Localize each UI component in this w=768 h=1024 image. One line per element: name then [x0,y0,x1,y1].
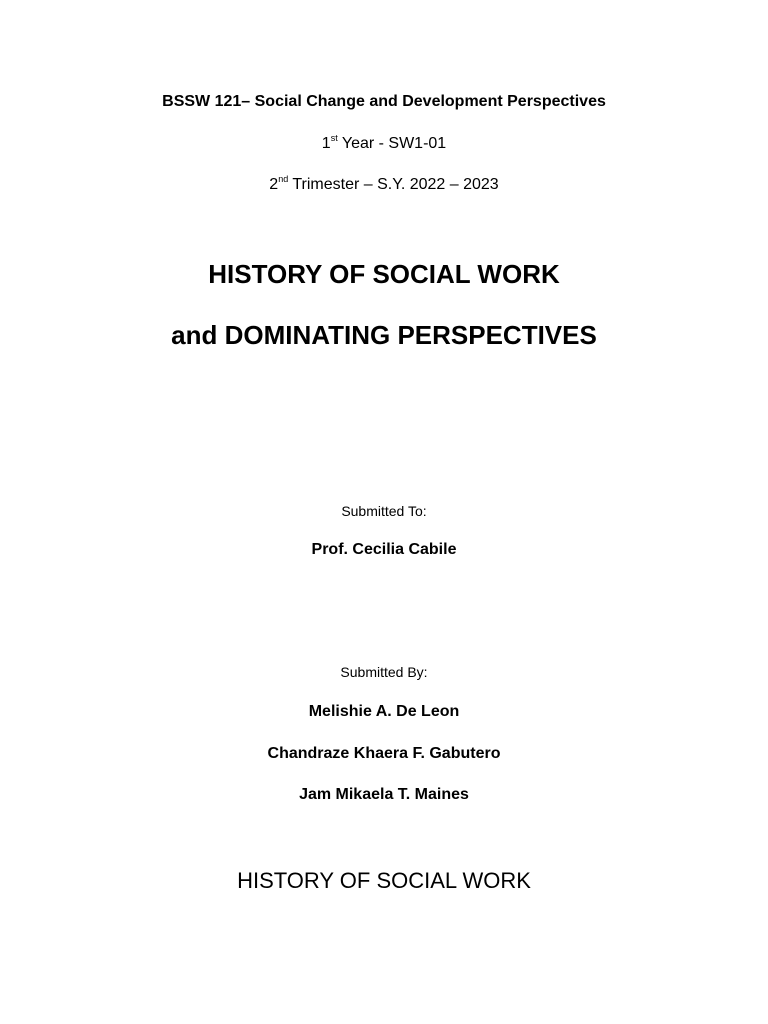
submitted-to-label: Submitted To: [341,503,427,519]
term-line [0,176,768,194]
year-ordinal-suffix: st [330,133,338,143]
term-number: 2 [269,176,279,193]
term-text: Trimester – S.Y. 2022 – 2023 [288,176,499,193]
year-section-line [0,135,768,153]
course-title: BSSW 121– Social Change and Development Perspectives [162,93,606,110]
document-title-line-2: and DOMINATING PERSPECTIVES [171,320,597,350]
term-ordinal-suffix: nd [278,174,289,184]
document-title-line-1: HISTORY OF SOCIAL WORK [208,259,560,289]
submitted-by-label: Submitted By: [340,664,428,680]
author-name: Chandraze Khaera F. Gabutero [267,745,501,762]
year-section-text: Year - SW1-01 [337,135,447,152]
year-number: 1 [321,135,331,152]
section-heading: HISTORY OF SOCIAL WORK [237,868,531,893]
author-name: Jam Mikaela T. Maines [299,786,469,803]
author-name: Melishie A. De Leon [308,703,460,720]
professor-name: Prof. Cecilia Cabile [311,541,457,558]
